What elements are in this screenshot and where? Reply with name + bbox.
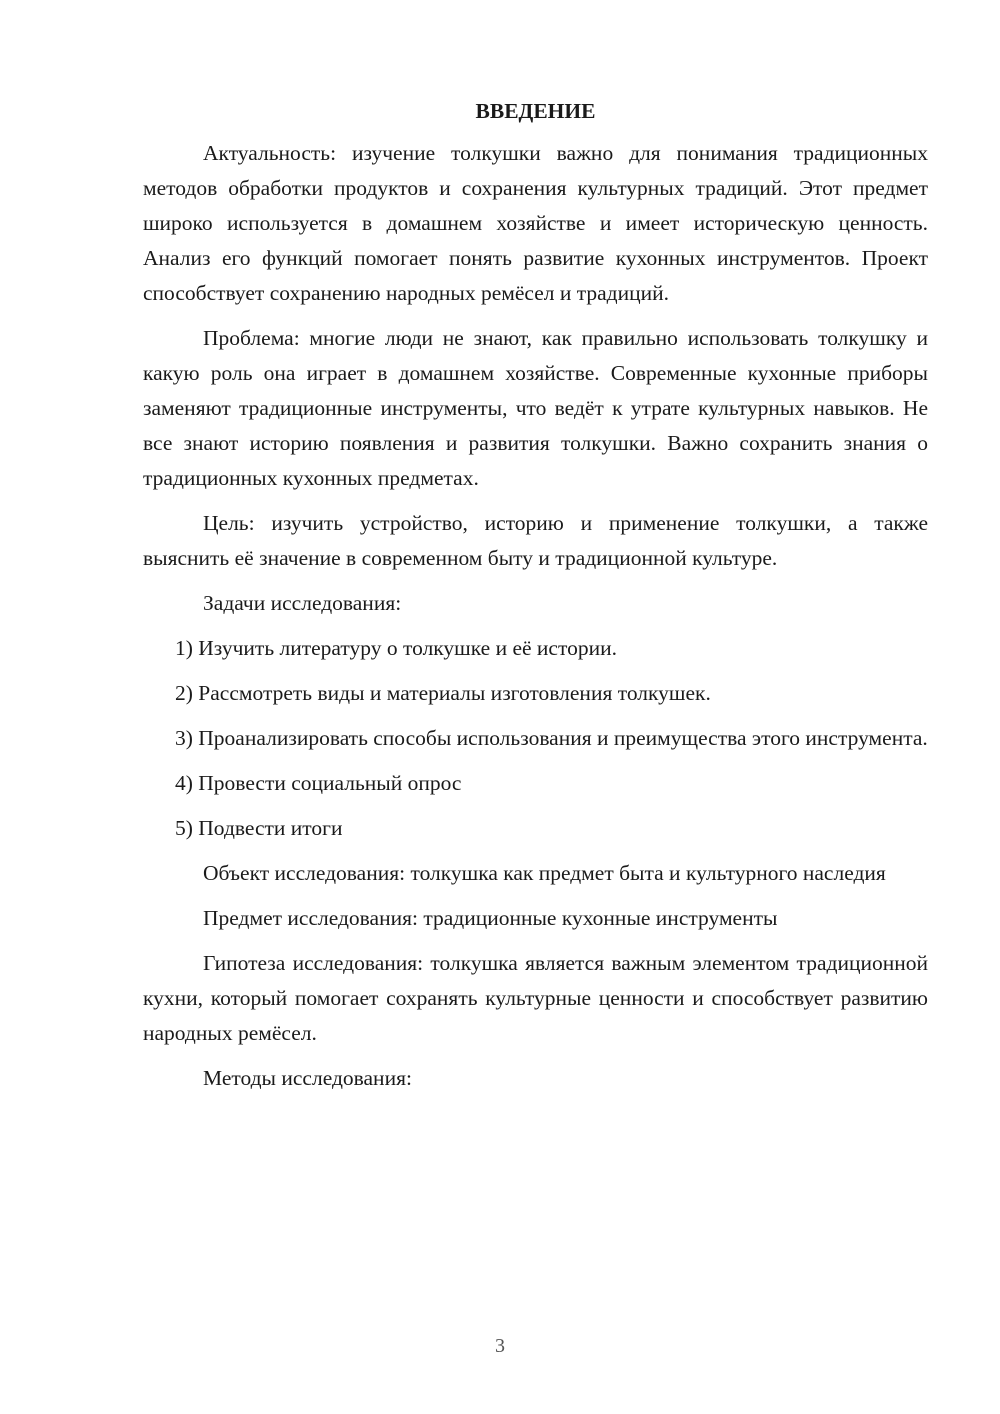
hypothesis-paragraph: Гипотеза исследования: толкушка является важным элементом традиционной кухни, который помогает сохранять культурные ценности и способствует развитию народных ремёсел. xyxy=(143,951,928,1045)
task-item-4: 4) Провести социальный опрос xyxy=(175,771,462,795)
page-number: 3 xyxy=(495,1335,505,1357)
relevance-paragraph: Актуальность: изучение толкушки важно для понимания традиционных методов обработки продуктов и сохранения культурных традиций. Этот предмет широко используется в домашнем хозяйстве и имеет историческую ценность. Анализ его функций помогает понять развитие кухонных инструментов. Проект способствует сохранению народных ремёсел и традиций. xyxy=(143,141,928,305)
task-item-5: 5) Подвести итоги xyxy=(175,816,343,840)
page-title: ВВЕДЕНИЕ xyxy=(475,99,596,123)
methods-heading: Методы исследования: xyxy=(203,1066,412,1090)
task-item-1: 1) Изучить литературу о толкушке и её истории. xyxy=(175,636,617,660)
object-paragraph: Объект исследования: толкушка как предмет быта и культурного наследия xyxy=(203,861,886,885)
task-item-2: 2) Рассмотреть виды и материалы изготовления толкушек. xyxy=(175,681,711,705)
tasks-heading: Задачи исследования: xyxy=(203,591,402,615)
subject-paragraph: Предмет исследования: традиционные кухонные инструменты xyxy=(203,906,778,930)
goal-paragraph: Цель: изучить устройство, историю и применение толкушки, а также выяснить её значение в современном быту и традиционной культуре. xyxy=(143,511,928,570)
task-item-3: 3) Проанализировать способы использования и преимущества этого инструмента. xyxy=(175,726,928,750)
problem-paragraph: Проблема: многие люди не знают, как правильно использовать толкушку и какую роль она играет в домашнем хозяйстве. Современные кухонные приборы заменяют традиционные инструменты, что ведёт к утрате культурных навыков. Не все знают историю появления и развития толкушки. Важно сохранить знания о традиционных кухонных предметах. xyxy=(143,326,928,490)
document-page xyxy=(143,96,928,1106)
